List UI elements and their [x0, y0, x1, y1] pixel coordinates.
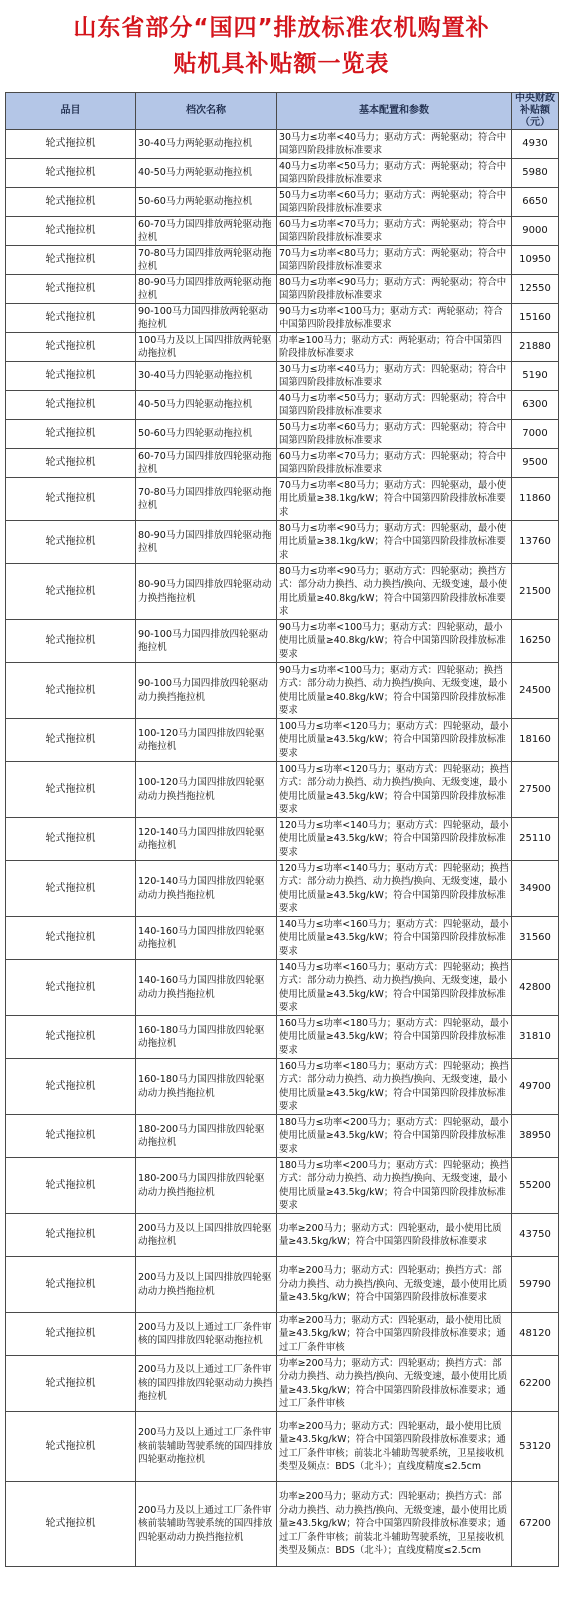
cell-subsidy-amount: 18160: [512, 719, 559, 762]
table-row: [6, 420, 559, 449]
cell-spec: 30马力≤功率<40马力；驱动方式：四轮驱动；符合中国第四阶段排放标准要求: [277, 362, 512, 391]
cell-subsidy-amount: 34900: [512, 861, 559, 917]
table-row: [6, 719, 559, 762]
cell-spec: 功率≥100马力；驱动方式：两轮驱动；符合中国第四阶段排放标准要求: [277, 333, 512, 362]
cell-subsidy-amount: 42800: [512, 960, 559, 1016]
cell-category: 轮式拖拉机: [6, 917, 136, 960]
table-row: [6, 1016, 559, 1059]
cell-spec: 功率≥200马力；驱动方式：四轮驱动，最小使用比质量≥43.5kg/kW；符合中国第四阶段排放标准要求；通过工厂条件审核；前装北斗辅助驾驶系统，卫星接收机类型及频点：BDS（北斗）；直线度精度≤2.5cm: [277, 1412, 512, 1482]
cell-category: 轮式拖拉机: [6, 275, 136, 304]
cell-spec: 100马力≤功率<120马力；驱动方式：四轮驱动，最小使用比质量≥43.5kg/kW；符合中国第四阶段排放标准要求: [277, 719, 512, 762]
header-subsidy-amount: 中央财政补贴额（元）: [512, 93, 559, 130]
cell-subsidy-amount: 5980: [512, 159, 559, 188]
cell-spec: 120马力≤功率<140马力；驱动方式：四轮驱动，最小使用比质量≥43.5kg/kW；符合中国第四阶段排放标准要求: [277, 818, 512, 861]
cell-subsidy-amount: 13760: [512, 521, 559, 564]
cell-category: 轮式拖拉机: [6, 391, 136, 420]
cell-spec: 70马力≤功率<80马力；驱动方式：四轮驱动，最小使用比质量≥38.1kg/kW；符合中国第四阶段排放标准要求: [277, 478, 512, 521]
header-category: 品目: [6, 93, 136, 130]
table-row: [6, 960, 559, 1016]
table-row: [6, 1059, 559, 1115]
cell-category: 轮式拖拉机: [6, 861, 136, 917]
cell-category: 轮式拖拉机: [6, 818, 136, 861]
header-tier-name: 档次名称: [136, 93, 277, 130]
cell-tier-name: 90-100马力国四排放四轮驱动动力换挡拖拉机: [136, 663, 277, 719]
cell-tier-name: 70-80马力国四排放四轮驱动拖拉机: [136, 478, 277, 521]
table-row: [6, 762, 559, 818]
table-row: [6, 246, 559, 275]
cell-spec: 功率≥200马力；驱动方式：四轮驱动；换挡方式：部分动力换挡、动力换挡/换向、无级变速，最小使用比质量≥43.5kg/kW；符合中国第四阶段排放标准要求；通过工厂条件审核；前装北斗辅助驾驶系统，卫星接收机类型及频点：BDS（北斗）；直线度精度≤2.5cm: [277, 1482, 512, 1567]
cell-category: 轮式拖拉机: [6, 333, 136, 362]
cell-tier-name: 200马力及以上通过工厂条件审核前装辅助驾驶系统的国四排放四轮驱动动力换挡拖拉机: [136, 1482, 277, 1567]
cell-category: 轮式拖拉机: [6, 1059, 136, 1115]
cell-category: 轮式拖拉机: [6, 1313, 136, 1356]
subsidy-table: [5, 92, 559, 1567]
cell-spec: 30马力≤功率<40马力；驱动方式：两轮驱动；符合中国第四阶段排放标准要求: [277, 130, 512, 159]
cell-subsidy-amount: 11860: [512, 478, 559, 521]
cell-subsidy-amount: 16250: [512, 620, 559, 663]
cell-subsidy-amount: 48120: [512, 1313, 559, 1356]
cell-subsidy-amount: 31560: [512, 917, 559, 960]
cell-subsidy-amount: 43750: [512, 1214, 559, 1257]
cell-tier-name: 180-200马力国四排放四轮驱动拖拉机: [136, 1115, 277, 1158]
cell-spec: 100马力≤功率<120马力；驱动方式：四轮驱动；换挡方式：部分动力换挡、动力换挡/换向、无级变速，最小使用比质量≥43.5kg/kW；符合中国第四阶段排放标准要求: [277, 762, 512, 818]
table-row: [6, 818, 559, 861]
cell-spec: 功率≥200马力；驱动方式：四轮驱动，最小使用比质量≥43.5kg/kW；符合中国第四阶段排放标准要求；通过工厂条件审核: [277, 1313, 512, 1356]
cell-tier-name: 200马力及以上国四排放四轮驱动动力换挡拖拉机: [136, 1257, 277, 1313]
cell-spec: 60马力≤功率<70马力；驱动方式：两轮驱动；符合中国第四阶段排放标准要求: [277, 217, 512, 246]
table-row: [6, 663, 559, 719]
cell-subsidy-amount: 59790: [512, 1257, 559, 1313]
cell-spec: 140马力≤功率<160马力；驱动方式：四轮驱动；换挡方式：部分动力换挡、动力换挡/换向、无级变速，最小使用比质量≥43.5kg/kW；符合中国第四阶段排放标准要求: [277, 960, 512, 1016]
cell-tier-name: 50-60马力两轮驱动拖拉机: [136, 188, 277, 217]
cell-spec: 40马力≤功率<50马力；驱动方式：两轮驱动；符合中国第四阶段排放标准要求: [277, 159, 512, 188]
cell-tier-name: 120-140马力国四排放四轮驱动动力换挡拖拉机: [136, 861, 277, 917]
cell-subsidy-amount: 55200: [512, 1158, 559, 1214]
cell-subsidy-amount: 38950: [512, 1115, 559, 1158]
cell-category: 轮式拖拉机: [6, 159, 136, 188]
cell-tier-name: 40-50马力两轮驱动拖拉机: [136, 159, 277, 188]
table-row: [6, 620, 559, 663]
cell-spec: 60马力≤功率<70马力；驱动方式：四轮驱动；符合中国第四阶段排放标准要求: [277, 449, 512, 478]
cell-subsidy-amount: 10950: [512, 246, 559, 275]
cell-spec: 180马力≤功率<200马力；驱动方式：四轮驱动；换挡方式：部分动力换挡、动力换挡/换向、无级变速，最小使用比质量≥43.5kg/kW；符合中国第四阶段排放标准要求: [277, 1158, 512, 1214]
cell-category: 轮式拖拉机: [6, 663, 136, 719]
table-row: [6, 1214, 559, 1257]
cell-subsidy-amount: 31810: [512, 1016, 559, 1059]
cell-subsidy-amount: 12550: [512, 275, 559, 304]
table-row: [6, 1115, 559, 1158]
cell-tier-name: 80-90马力国四排放四轮驱动拖拉机: [136, 521, 277, 564]
cell-subsidy-amount: 15160: [512, 304, 559, 333]
cell-category: 轮式拖拉机: [6, 564, 136, 620]
cell-subsidy-amount: 4930: [512, 130, 559, 159]
cell-tier-name: 160-180马力国四排放四轮驱动拖拉机: [136, 1016, 277, 1059]
cell-tier-name: 140-160马力国四排放四轮驱动动力换挡拖拉机: [136, 960, 277, 1016]
cell-spec: 功率≥200马力；驱动方式：四轮驱动；换挡方式：部分动力换挡、动力换挡/换向、无级变速，最小使用比质量≥43.5kg/kW；符合中国第四阶段排放标准要求；通过工厂条件审核: [277, 1356, 512, 1412]
cell-tier-name: 200马力及以上国四排放四轮驱动拖拉机: [136, 1214, 277, 1257]
cell-spec: 80马力≤功率<90马力；驱动方式：四轮驱动，最小使用比质量≥38.1kg/kW；符合中国第四阶段排放标准要求: [277, 521, 512, 564]
cell-tier-name: 80-90马力国四排放四轮驱动动力换挡拖拉机: [136, 564, 277, 620]
table-row: [6, 564, 559, 620]
table-row: [6, 130, 559, 159]
cell-subsidy-amount: 27500: [512, 762, 559, 818]
cell-category: 轮式拖拉机: [6, 1115, 136, 1158]
cell-category: 轮式拖拉机: [6, 1016, 136, 1059]
table-row: [6, 1257, 559, 1313]
cell-category: 轮式拖拉机: [6, 420, 136, 449]
table-row: [6, 1482, 559, 1567]
cell-tier-name: 200马力及以上通过工厂条件审核的国四排放四轮驱动拖拉机: [136, 1313, 277, 1356]
cell-subsidy-amount: 6650: [512, 188, 559, 217]
table-row: [6, 478, 559, 521]
cell-spec: 180马力≤功率<200马力；驱动方式：四轮驱动，最小使用比质量≥43.5kg/kW；符合中国第四阶段排放标准要求: [277, 1115, 512, 1158]
table-row: [6, 1313, 559, 1356]
table-row: [6, 362, 559, 391]
cell-category: 轮式拖拉机: [6, 478, 136, 521]
cell-subsidy-amount: 21500: [512, 564, 559, 620]
cell-spec: 90马力≤功率<100马力；驱动方式：四轮驱动；换挡方式：部分动力换挡、动力换挡/换向、无级变速，最小使用比质量≥40.8kg/kW；符合中国第四阶段排放标准要求: [277, 663, 512, 719]
table-row: [6, 917, 559, 960]
title-line-1: 山东省部分“国四”排放标准农机购置补: [73, 15, 490, 41]
cell-spec: 功率≥200马力；驱动方式：四轮驱动，最小使用比质量≥43.5kg/kW；符合中国第四阶段排放标准要求: [277, 1214, 512, 1257]
cell-spec: 120马力≤功率<140马力；驱动方式：四轮驱动；换挡方式：部分动力换挡、动力换挡/换向、无级变速，最小使用比质量≥43.5kg/kW；符合中国第四阶段排放标准要求: [277, 861, 512, 917]
cell-category: 轮式拖拉机: [6, 1412, 136, 1482]
cell-spec: 70马力≤功率<80马力；驱动方式：两轮驱动；符合中国第四阶段排放标准要求: [277, 246, 512, 275]
cell-spec: 160马力≤功率<180马力；驱动方式：四轮驱动；换挡方式：部分动力换挡、动力换挡/换向、无级变速，最小使用比质量≥43.5kg/kW；符合中国第四阶段排放标准要求: [277, 1059, 512, 1115]
cell-subsidy-amount: 21880: [512, 333, 559, 362]
cell-tier-name: 40-50马力四轮驱动拖拉机: [136, 391, 277, 420]
cell-category: 轮式拖拉机: [6, 246, 136, 275]
cell-spec: 80马力≤功率<90马力；驱动方式：四轮驱动；换挡方式：部分动力换挡、动力换挡/换向、无级变速，最小使用比质量≥40.8kg/kW；符合中国第四阶段排放标准要求: [277, 564, 512, 620]
page-title: [5, 0, 558, 92]
cell-subsidy-amount: 24500: [512, 663, 559, 719]
cell-tier-name: 90-100马力国四排放四轮驱动拖拉机: [136, 620, 277, 663]
cell-tier-name: 90-100马力国四排放两轮驱动拖拉机: [136, 304, 277, 333]
table-row: [6, 1158, 559, 1214]
cell-tier-name: 120-140马力国四排放四轮驱动拖拉机: [136, 818, 277, 861]
cell-spec: 50马力≤功率<60马力；驱动方式：两轮驱动；符合中国第四阶段排放标准要求: [277, 188, 512, 217]
cell-tier-name: 70-80马力国四排放两轮驱动拖拉机: [136, 246, 277, 275]
cell-tier-name: 50-60马力四轮驱动拖拉机: [136, 420, 277, 449]
table-row: [6, 217, 559, 246]
cell-subsidy-amount: 53120: [512, 1412, 559, 1482]
cell-tier-name: 30-40马力四轮驱动拖拉机: [136, 362, 277, 391]
table-row: [6, 391, 559, 420]
cell-tier-name: 100-120马力国四排放四轮驱动拖拉机: [136, 719, 277, 762]
cell-spec: 40马力≤功率<50马力；驱动方式：四轮驱动；符合中国第四阶段排放标准要求: [277, 391, 512, 420]
cell-tier-name: 60-70马力国四排放四轮驱动拖拉机: [136, 449, 277, 478]
cell-category: 轮式拖拉机: [6, 449, 136, 478]
cell-category: 轮式拖拉机: [6, 1158, 136, 1214]
cell-spec: 90马力≤功率<100马力；驱动方式：四轮驱动，最小使用比质量≥40.8kg/kW；符合中国第四阶段排放标准要求: [277, 620, 512, 663]
table-row: [6, 275, 559, 304]
cell-tier-name: 180-200马力国四排放四轮驱动动力换挡拖拉机: [136, 1158, 277, 1214]
cell-tier-name: 30-40马力两轮驱动拖拉机: [136, 130, 277, 159]
cell-category: 轮式拖拉机: [6, 521, 136, 564]
cell-category: 轮式拖拉机: [6, 1356, 136, 1412]
cell-tier-name: 60-70马力国四排放两轮驱动拖拉机: [136, 217, 277, 246]
cell-category: 轮式拖拉机: [6, 1482, 136, 1567]
cell-subsidy-amount: 5190: [512, 362, 559, 391]
cell-subsidy-amount: 49700: [512, 1059, 559, 1115]
title-line-2: 贴机具补贴额一览表: [173, 51, 390, 77]
cell-category: 轮式拖拉机: [6, 304, 136, 333]
cell-tier-name: 140-160马力国四排放四轮驱动拖拉机: [136, 917, 277, 960]
table-row: [6, 188, 559, 217]
cell-category: 轮式拖拉机: [6, 362, 136, 391]
cell-tier-name: 200马力及以上通过工厂条件审核的国四排放四轮驱动动力换挡拖拉机: [136, 1356, 277, 1412]
cell-spec: 140马力≤功率<160马力；驱动方式：四轮驱动，最小使用比质量≥43.5kg/kW；符合中国第四阶段排放标准要求: [277, 917, 512, 960]
cell-category: 轮式拖拉机: [6, 217, 136, 246]
cell-category: 轮式拖拉机: [6, 130, 136, 159]
cell-category: 轮式拖拉机: [6, 1214, 136, 1257]
table-row: [6, 449, 559, 478]
cell-category: 轮式拖拉机: [6, 960, 136, 1016]
cell-category: 轮式拖拉机: [6, 719, 136, 762]
cell-tier-name: 100马力及以上国四排放两轮驱动拖拉机: [136, 333, 277, 362]
cell-subsidy-amount: 25110: [512, 818, 559, 861]
table-row: [6, 159, 559, 188]
cell-category: 轮式拖拉机: [6, 1257, 136, 1313]
cell-subsidy-amount: 6300: [512, 391, 559, 420]
table-header-row: [6, 93, 559, 130]
cell-tier-name: 80-90马力国四排放两轮驱动拖拉机: [136, 275, 277, 304]
cell-tier-name: 160-180马力国四排放四轮驱动动力换挡拖拉机: [136, 1059, 277, 1115]
cell-subsidy-amount: 7000: [512, 420, 559, 449]
cell-subsidy-amount: 9500: [512, 449, 559, 478]
cell-spec: 160马力≤功率<180马力；驱动方式：四轮驱动，最小使用比质量≥43.5kg/kW；符合中国第四阶段排放标准要求: [277, 1016, 512, 1059]
cell-category: 轮式拖拉机: [6, 762, 136, 818]
page: [5, 0, 558, 1567]
table-body: [6, 130, 559, 1567]
table-row: [6, 1412, 559, 1482]
table-row: [6, 304, 559, 333]
cell-spec: 功率≥200马力；驱动方式：四轮驱动；换挡方式：部分动力换挡、动力换挡/换向、无级变速，最小使用比质量≥43.5kg/kW；符合中国第四阶段排放标准要求: [277, 1257, 512, 1313]
table-row: [6, 333, 559, 362]
cell-spec: 90马力≤功率<100马力；驱动方式：两轮驱动；符合中国第四阶段排放标准要求: [277, 304, 512, 333]
cell-subsidy-amount: 9000: [512, 217, 559, 246]
table-row: [6, 861, 559, 917]
table-row: [6, 1356, 559, 1412]
cell-category: 轮式拖拉机: [6, 188, 136, 217]
cell-category: 轮式拖拉机: [6, 620, 136, 663]
cell-subsidy-amount: 62200: [512, 1356, 559, 1412]
cell-spec: 50马力≤功率<60马力；驱动方式：四轮驱动；符合中国第四阶段排放标准要求: [277, 420, 512, 449]
cell-subsidy-amount: 67200: [512, 1482, 559, 1567]
table-row: [6, 521, 559, 564]
cell-tier-name: 100-120马力国四排放四轮驱动动力换挡拖拉机: [136, 762, 277, 818]
cell-spec: 80马力≤功率<90马力；驱动方式：两轮驱动；符合中国第四阶段排放标准要求: [277, 275, 512, 304]
cell-tier-name: 200马力及以上通过工厂条件审核前装辅助驾驶系统的国四排放四轮驱动拖拉机: [136, 1412, 277, 1482]
header-spec: 基本配置和参数: [277, 93, 512, 130]
